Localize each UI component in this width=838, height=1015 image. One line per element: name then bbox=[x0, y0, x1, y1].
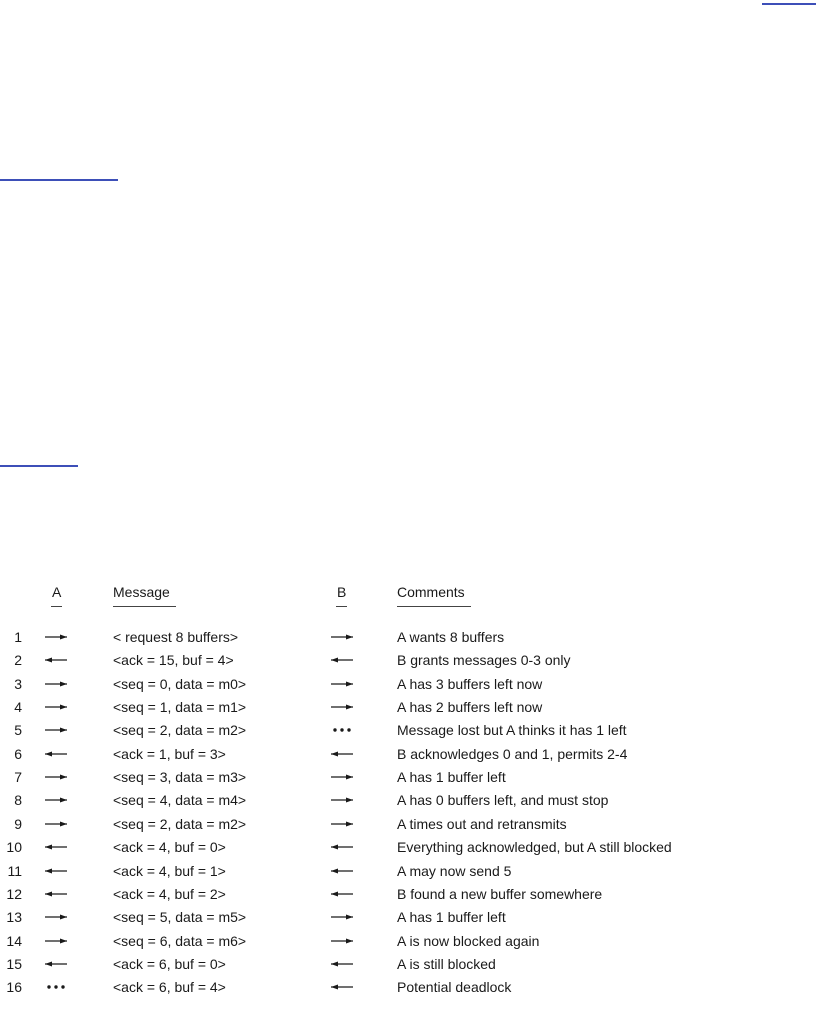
arrow-left-icon bbox=[329, 748, 355, 760]
arrow-left-icon bbox=[329, 958, 355, 970]
table-row bbox=[0, 976, 838, 998]
arrow-left-icon bbox=[43, 654, 69, 666]
row-number: 10 bbox=[6, 839, 22, 856]
table-row bbox=[0, 906, 838, 928]
arrow-right-icon bbox=[329, 818, 355, 830]
row-message: <seq = 1, data = m1> bbox=[113, 699, 247, 716]
arrow-right-icon bbox=[329, 911, 355, 923]
row-number: 15 bbox=[6, 955, 22, 972]
row-number: 11 bbox=[7, 862, 22, 879]
arrow-left-icon bbox=[329, 654, 355, 666]
arrow-right-icon bbox=[329, 678, 355, 690]
table-row bbox=[0, 789, 838, 811]
row-number: 16 bbox=[6, 979, 22, 996]
row-comment: A has 3 buffers left now bbox=[397, 675, 543, 692]
header-message-underline bbox=[113, 606, 176, 607]
row-message: <ack = 15, buf = 4> bbox=[113, 652, 234, 669]
arrow-right-icon bbox=[43, 935, 69, 947]
table-row bbox=[0, 953, 838, 975]
arrow-left-icon bbox=[329, 841, 355, 853]
row-comment: A is still blocked bbox=[397, 955, 496, 972]
arrow-right-icon bbox=[43, 724, 69, 736]
row-comment: A has 0 buffers left, and must stop bbox=[397, 792, 609, 809]
row-number: 2 bbox=[14, 652, 22, 669]
row-comment: A has 1 buffer left bbox=[397, 909, 506, 926]
row-message: <seq = 2, data = m2> bbox=[113, 815, 247, 832]
arrow-left-icon bbox=[43, 748, 69, 760]
arrow-right-icon bbox=[329, 794, 355, 806]
table-row bbox=[0, 766, 838, 788]
row-number: 12 bbox=[6, 885, 22, 902]
row-number: 8 bbox=[14, 792, 22, 809]
arrow-right-icon bbox=[329, 935, 355, 947]
table-row bbox=[0, 673, 838, 695]
row-message: <ack = 6, buf = 0> bbox=[113, 955, 226, 972]
row-number: 7 bbox=[14, 769, 22, 786]
arrow-left-icon bbox=[329, 981, 355, 993]
table-row bbox=[0, 836, 838, 858]
arrow-right-icon bbox=[329, 771, 355, 783]
row-number: 14 bbox=[6, 932, 22, 949]
row-comment: A may now send 5 bbox=[397, 862, 512, 879]
header-comments-underline bbox=[397, 606, 471, 607]
table-row bbox=[0, 813, 838, 835]
arrow-left-icon bbox=[43, 841, 69, 853]
header-b-underline bbox=[336, 606, 347, 607]
row-comment: B grants messages 0-3 only bbox=[397, 652, 571, 669]
row-number: 4 bbox=[14, 699, 22, 716]
row-message: <ack = 4, buf = 2> bbox=[113, 885, 226, 902]
dots-icon bbox=[329, 724, 355, 736]
row-comment: A is now blocked again bbox=[397, 932, 540, 949]
arrow-right-icon bbox=[43, 911, 69, 923]
arrow-left-icon bbox=[329, 865, 355, 877]
row-message: <seq = 6, data = m6> bbox=[113, 932, 247, 949]
row-comment: Potential deadlock bbox=[397, 979, 512, 996]
row-message: <seq = 0, data = m0> bbox=[113, 675, 247, 692]
row-message: <ack = 1, buf = 3> bbox=[113, 745, 226, 762]
header-comments: Comments bbox=[397, 584, 465, 600]
arrow-left-icon bbox=[43, 888, 69, 900]
header-message: Message bbox=[113, 584, 170, 600]
table-row bbox=[0, 719, 838, 741]
row-message: < request 8 buffers> bbox=[113, 629, 239, 645]
table-row bbox=[0, 860, 838, 882]
row-comment: B acknowledges 0 and 1, permits 2-4 bbox=[397, 745, 628, 762]
row-comment: A has 1 buffer left bbox=[397, 769, 506, 786]
table-row bbox=[0, 696, 838, 718]
row-message: <seq = 3, data = m3> bbox=[113, 769, 247, 786]
row-number: 9 bbox=[14, 815, 22, 832]
row-number: 1 bbox=[14, 629, 22, 645]
row-number: 5 bbox=[14, 722, 22, 739]
row-comment: A has 2 buffers left now bbox=[397, 699, 543, 716]
arrow-right-icon bbox=[43, 794, 69, 806]
table-row bbox=[0, 626, 838, 648]
dots-icon bbox=[43, 981, 69, 993]
arrow-left-icon bbox=[329, 888, 355, 900]
header-a-underline bbox=[51, 606, 62, 607]
arrow-right-icon bbox=[43, 631, 69, 643]
arrow-right-icon bbox=[43, 678, 69, 690]
arrow-right-icon bbox=[329, 701, 355, 713]
table-row bbox=[0, 743, 838, 765]
row-comment: A wants 8 buffers bbox=[397, 629, 505, 645]
row-message: <seq = 2, data = m2> bbox=[113, 722, 247, 739]
row-message: <ack = 6, buf = 4> bbox=[113, 979, 226, 996]
row-comment: A times out and retransmits bbox=[397, 815, 567, 832]
arrow-right-icon bbox=[43, 818, 69, 830]
row-number: 13 bbox=[6, 909, 22, 926]
table-row bbox=[0, 649, 838, 671]
row-comment: Everything acknowledged, but A still blocked bbox=[397, 839, 672, 856]
row-number: 6 bbox=[14, 745, 22, 762]
row-message: <ack = 4, buf = 1> bbox=[113, 862, 226, 879]
header-a: A bbox=[52, 584, 62, 600]
arrow-left-icon bbox=[43, 865, 69, 877]
arrow-left-icon bbox=[43, 958, 69, 970]
row-message: <ack = 4, buf = 0> bbox=[113, 839, 226, 856]
row-comment: Message lost but A thinks it has 1 left bbox=[397, 722, 627, 739]
row-message: <seq = 5, data = m5> bbox=[113, 909, 247, 926]
row-message: <seq = 4, data = m4> bbox=[113, 792, 247, 809]
row-number: 3 bbox=[14, 675, 22, 692]
row-comment: B found a new buffer somewhere bbox=[397, 885, 603, 902]
table-row bbox=[0, 883, 838, 905]
arrow-right-icon bbox=[43, 701, 69, 713]
table-row bbox=[0, 930, 838, 952]
arrow-right-icon bbox=[329, 631, 355, 643]
header-b: B bbox=[337, 584, 347, 600]
arrow-right-icon bbox=[43, 771, 69, 783]
